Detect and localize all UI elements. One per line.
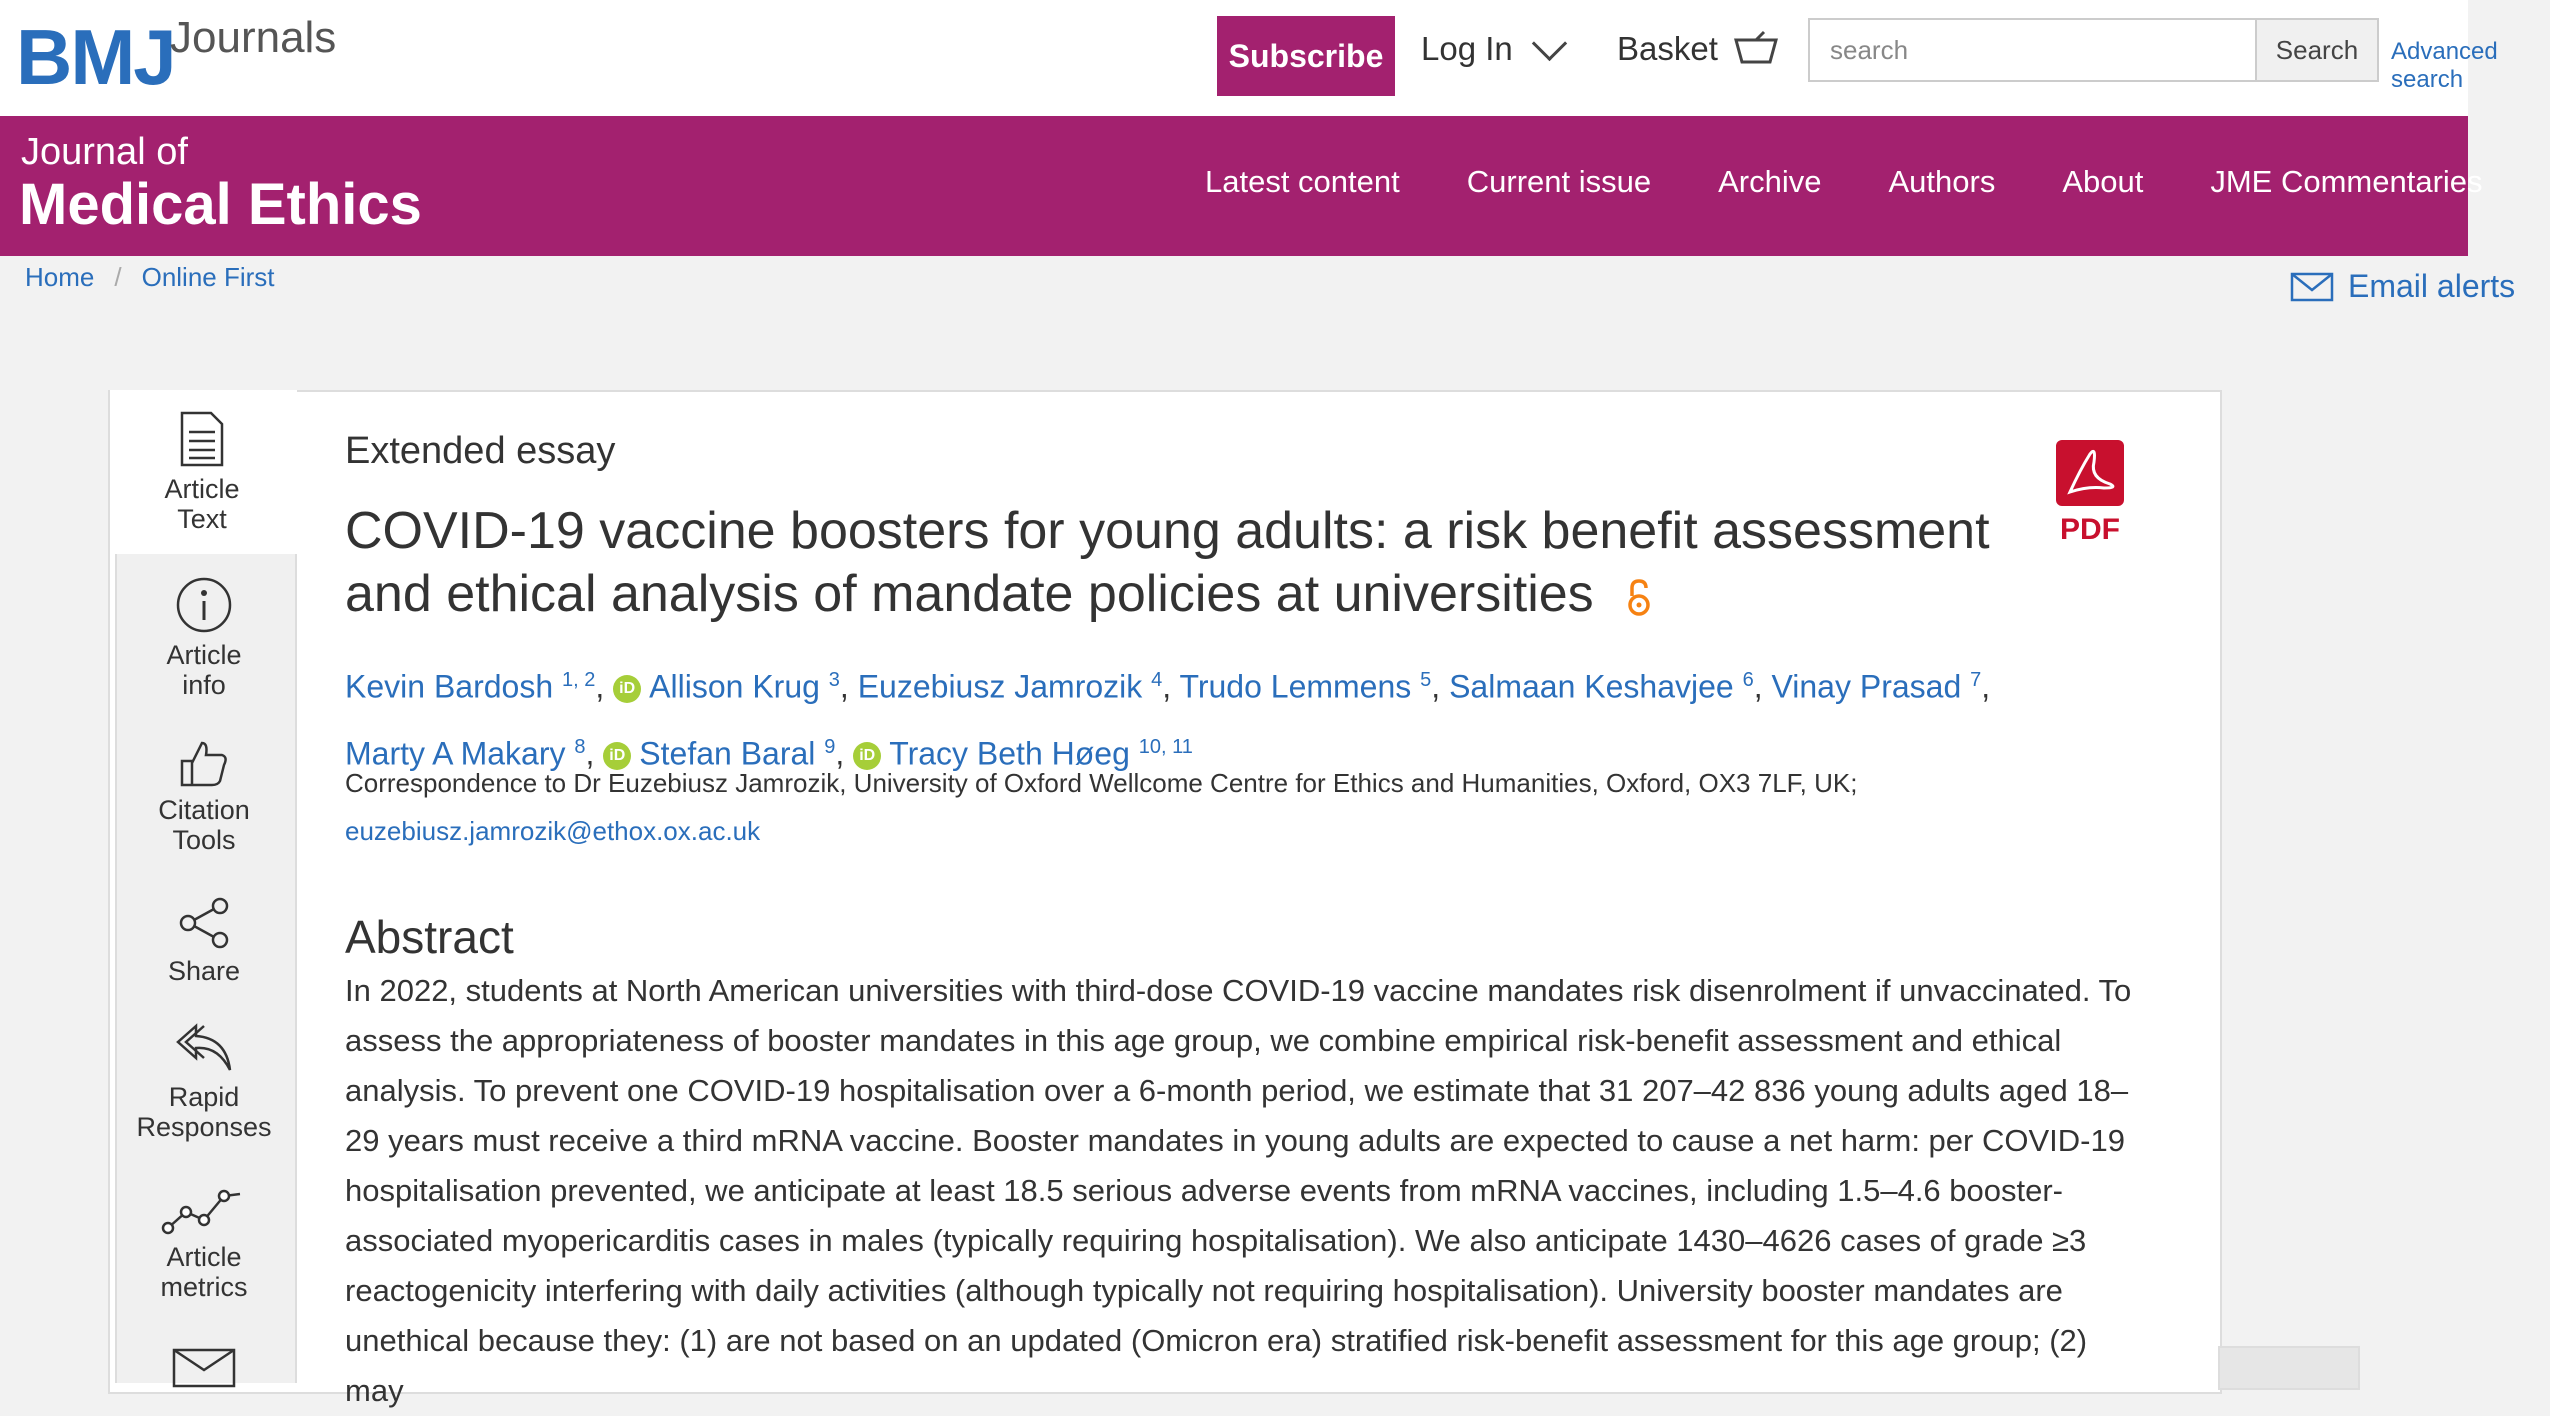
tool-share[interactable] <box>114 896 294 986</box>
side-panel-edge <box>2218 1346 2360 1390</box>
email-alerts-label: Email alerts <box>2348 268 2516 304</box>
author-link[interactable]: Stefan Baral <box>639 735 816 772</box>
breadcrumb-separator: / <box>114 262 122 292</box>
nav-authors[interactable]: Authors <box>1888 164 1996 199</box>
chevron-down-icon <box>1532 25 1567 60</box>
advanced-search-link[interactable] <box>2391 38 2498 94</box>
tool-article-info[interactable] <box>114 576 294 700</box>
metrics-icon <box>162 1186 246 1236</box>
logo-bmj-text: BMJ <box>16 13 175 101</box>
envelope-icon <box>172 1348 236 1388</box>
breadcrumb <box>25 262 275 293</box>
author-affiliation[interactable]: 3 <box>828 669 840 691</box>
login-menu[interactable] <box>1421 30 1562 68</box>
breadcrumb-home[interactable]: Home <box>25 262 95 292</box>
envelope-icon <box>2290 272 2334 302</box>
subscribe-button[interactable]: Subscribe <box>1217 16 1395 96</box>
tool-article-text[interactable] <box>112 410 292 534</box>
tool-email[interactable] <box>114 1348 294 1394</box>
document-icon <box>179 410 225 468</box>
author-link[interactable]: Vinay Prasad <box>1771 668 1962 705</box>
author-affiliation[interactable]: 4 <box>1151 669 1163 691</box>
author-affiliation[interactable]: 6 <box>1742 669 1754 691</box>
nav-jme-commentaries[interactable]: JME Commentaries <box>2210 164 2483 199</box>
article-type: Extended essay <box>345 430 616 472</box>
orcid-icon[interactable]: iD <box>603 742 631 770</box>
logo-journals-text: Journals <box>170 13 337 62</box>
tool-article-metrics[interactable] <box>114 1186 294 1302</box>
article-title <box>345 500 2045 626</box>
search-input[interactable] <box>1808 18 2256 82</box>
top-bar <box>0 0 2498 116</box>
breadcrumb-online-first[interactable]: Online First <box>141 262 275 292</box>
author-affiliation[interactable]: 7 <box>1970 669 1982 691</box>
thumbs-up-icon <box>178 737 230 789</box>
tool-label: Share <box>167 956 241 986</box>
tool-label: Article Text <box>164 474 240 534</box>
journal-title[interactable]: Medical Ethics <box>19 172 422 237</box>
nav-latest-content[interactable]: Latest content <box>1205 164 1400 199</box>
pdf-label: PDF <box>2060 513 2120 546</box>
author-link[interactable]: Tracy Beth Høeg <box>889 735 1130 772</box>
abstract-heading: Abstract <box>345 911 514 963</box>
advanced-search-label: Advanced search <box>2391 38 2498 93</box>
author-link[interactable]: Kevin Bardosh <box>345 668 554 705</box>
author-link[interactable]: Marty A Makary <box>345 735 566 772</box>
orcid-icon[interactable]: iD <box>853 742 881 770</box>
tool-label: Rapid Responses <box>136 1082 272 1142</box>
author-list: Kevin Bardosh $^{1, 2}$, iD Allison Krug $^3$, Euzebiusz Jamrozik $^4$, Trudo Lemmens $^5$, Salmaan Keshavjee $^6$, Vinay Prasad $^7$, Marty A Makary $^8$, iD Stefan Baral $^9$, iD Tracy Beth Høeg $^{10, 11}$ <box>345 668 1991 772</box>
author-link[interactable]: Allison Krug <box>649 668 820 705</box>
reply-icon <box>174 1022 234 1076</box>
tool-label: Citation Tools <box>158 795 250 855</box>
author-affiliation[interactable]: 1, 2 <box>562 669 596 691</box>
share-icon <box>176 896 232 950</box>
tool-label: Article info <box>166 640 242 700</box>
email-alerts-link[interactable] <box>2290 268 2515 305</box>
tool-citation-tools[interactable] <box>114 737 294 855</box>
article-title-text: COVID-19 vaccine boosters for young adults: a risk benefit assessment and ethical analysis of mandate policies at universities <box>345 502 1990 623</box>
basket-label: Basket <box>1617 30 1718 67</box>
login-label: Log In <box>1421 30 1513 67</box>
correspondence-email-link[interactable]: euzebiusz.jamrozik@ethox.ox.ac.uk <box>345 816 761 846</box>
info-icon <box>175 576 233 634</box>
orcid-icon[interactable]: iD <box>613 675 641 703</box>
basket-link[interactable] <box>1617 30 1778 68</box>
nav-archive[interactable]: Archive <box>1718 164 1822 199</box>
pdf-download-button[interactable] <box>2054 440 2126 547</box>
abstract-text: In 2022, students at North American universities with third-dose COVID-19 vaccine mandates risk disenrolment if unvaccinated. To assess the appropriateness of booster mandates in this age group, we combine empirical risk-benefit assessment and ethical analysis. To prevent one COVID-19 hospitalisation over a 6-month period, we estimate that 31 207–42 836 young adults aged 18–29 years must receive a third mRNA vaccine. Booster mandates in young adults are expected to cause a net harm: per COVID-19 hospitalisation prevented, we anticipate at least 18.5 serious adverse events from mRNA vaccines, including 1.5–4.6 booster-associated myopericarditis cases in males (typically requiring hospitalisation). We also anticipate 1430–4626 cases of grade ≥3 reactogenicity interfering with daily activities (although typically not requiring hospitalisation). University booster mandates are unethical because they: (1) are not based on an updated (Omicron era) stratified risk-benefit assessment for this age group; (2) may <box>345 973 2132 1408</box>
pdf-icon <box>2056 440 2124 506</box>
author-affiliation[interactable]: 5 <box>1420 669 1432 691</box>
author-affiliation[interactable]: 9 <box>824 735 836 758</box>
nav-current-issue[interactable]: Current issue <box>1466 164 1652 199</box>
search-button[interactable]: Search <box>2255 18 2379 82</box>
author-link[interactable]: Euzebiusz Jamrozik <box>857 668 1143 705</box>
main-nav <box>1205 164 2550 200</box>
author-link[interactable]: Trudo Lemmens <box>1179 668 1412 705</box>
journal-banner <box>0 116 2483 256</box>
author-link[interactable]: Salmaan Keshavjee <box>1449 668 1734 705</box>
journal-subtitle: Journal of <box>21 131 188 173</box>
tool-label: Article metrics <box>160 1242 248 1302</box>
basket-icon <box>1734 32 1778 66</box>
author-affiliation[interactable]: 10, 11 <box>1138 735 1193 758</box>
author-affiliation[interactable]: 8 <box>574 735 586 758</box>
tool-rapid-responses[interactable] <box>114 1022 294 1142</box>
correspondence: Correspondence to Dr Euzebiusz Jamrozik, University of Oxford Wellcome Centre for Ethics and Humanities, Oxford, OX3 7LF, UK; <box>345 768 1858 798</box>
open-access-lock-icon <box>1626 578 1652 616</box>
nav-about[interactable]: About <box>2062 164 2144 199</box>
